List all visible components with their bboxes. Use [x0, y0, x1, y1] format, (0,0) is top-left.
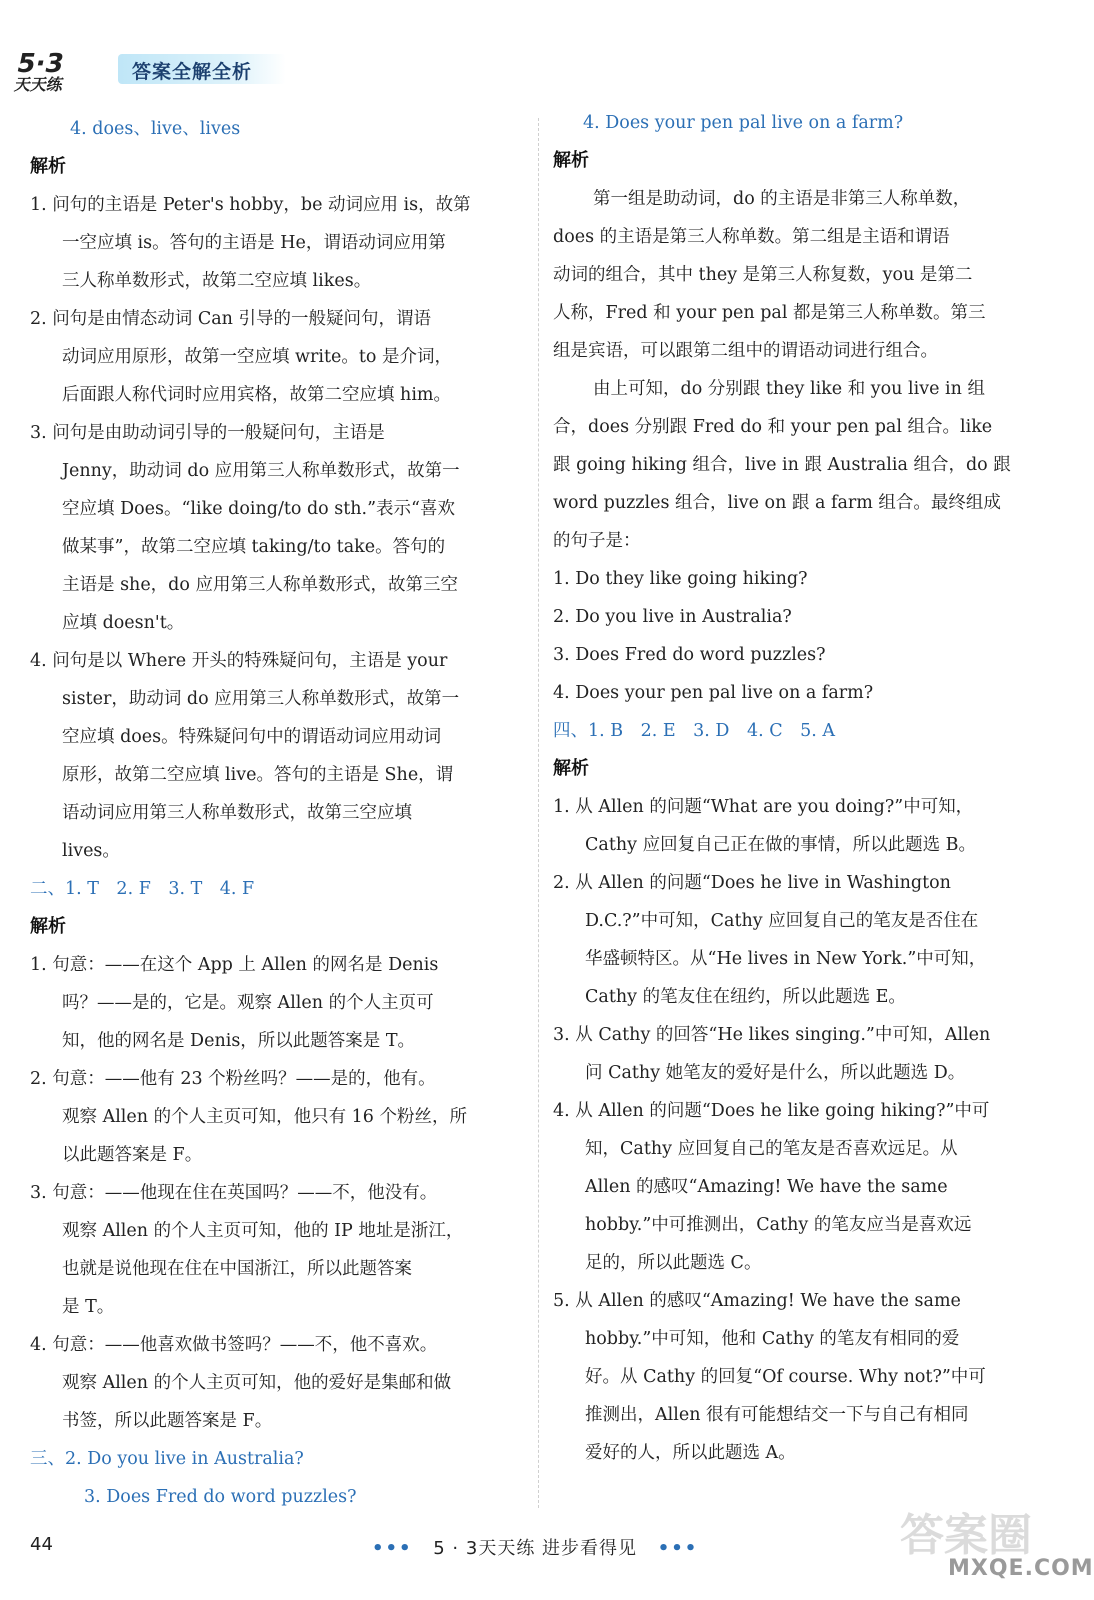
text-line: 是 T。 [62, 1297, 115, 1317]
text-line: Allen 的感叹“Amazing! We have the same [585, 1177, 948, 1197]
text-line: 3. 从 Cathy 的回答“He likes singing.”中可知，Allen [553, 1025, 991, 1045]
text-line: 2. 问句是由情态动词 Can 引导的一般疑问句，谓语 [30, 309, 431, 329]
analysis-item-1 [30, 186, 520, 300]
text-line: 动词应用原形，故第一空应填 write。to 是介词， [62, 347, 453, 367]
text-line: lives。 [62, 841, 120, 861]
text-line: 4. 句意：——他喜欢做书签吗？——不，他不喜欢。 [30, 1335, 438, 1355]
answer-line: 4. does、live、lives [70, 119, 241, 139]
paragraph-2 [553, 370, 1043, 560]
text-line: 跟 going hiking 组合，live in 跟 Australia 组合，do 跟 [553, 455, 1011, 475]
text-line: 人称，Fred 和 your pen pal 都是第三人称单数。第三 [553, 303, 986, 323]
text-line: 组是宾语，可以跟第二组中的谓语动词进行组合。 [553, 341, 938, 361]
text-line: 爱好的人，所以此题选 A。 [585, 1443, 796, 1463]
sentence-list [553, 560, 1043, 712]
text-line: 3. 问句是由助动词引导的一般疑问句，主语是 [30, 423, 385, 443]
text-line: D.C.?”中可知，Cathy 应回复自己的笔友是否住在 [585, 911, 979, 931]
analysis-item-q2 [30, 1060, 520, 1174]
text-line: 以此题答案是 F。 [62, 1145, 203, 1165]
section-3-answer: 三、2. Do you live in Australia? [30, 1449, 304, 1469]
text-line: 空应填 Does。“like doing/to do sth.”表示“喜欢 [62, 499, 456, 519]
analysis-item-4 [30, 642, 520, 870]
section-3-answer: 3. Does Fred do word puzzles? [84, 1487, 357, 1507]
answer-line: 4. Does your pen pal live on a farm? [583, 113, 904, 133]
text-line: 空应填 does。特殊疑问句中的谓语动词应用动词 [62, 727, 442, 747]
text-line: 观察 Allen 的个人主页可知，他的 IP 地址是浙江， [62, 1221, 464, 1241]
text-line: 问 Cathy 她笔友的爱好是什么，所以此题选 D。 [585, 1063, 966, 1083]
page-header [12, 42, 298, 94]
analysis-item-a1 [553, 788, 1043, 864]
watermark-url: MXQE.COM [948, 1556, 1094, 1581]
text-line: 华盛顿特区。从“He lives in New York.”中可知， [585, 949, 987, 969]
column-divider [538, 118, 539, 1508]
text-line: 知，Cathy 应回复自己的笔友是否喜欢远足。从 [585, 1139, 958, 1159]
analysis-item-a3 [553, 1016, 1043, 1092]
text-line: sister，助动词 do 应用第三人称单数形式，故第一 [62, 689, 460, 709]
left-column [30, 110, 520, 1516]
text-line: hobby.”中可推测出，Cathy 的笔友应当是喜欢远 [585, 1215, 972, 1235]
text-line: 由上可知，do 分别跟 they like 和 you live in 组 [593, 379, 985, 399]
list-item: 4. Does your pen pal live on a farm? [553, 683, 874, 703]
analysis-heading: 解析 [30, 916, 66, 937]
text-line: 做某事”，故第二空应填 taking/to take。答句的 [62, 537, 446, 557]
analysis-item-q3 [30, 1174, 520, 1326]
svg-text:5·3: 5·3 [14, 49, 67, 79]
text-line: 合，does 分别跟 Fred do 和 your pen pal 组合。like [553, 417, 993, 437]
text-line: 好。从 Cathy 的回复“Of course. Why not?”中可 [585, 1367, 986, 1387]
text-line: 第一组是助动词，do 的主语是非第三人称单数， [593, 189, 971, 209]
brand-logo [12, 42, 106, 94]
text-line: 也就是说他现在住在中国浙江，所以此题答案 [62, 1259, 412, 1279]
analysis-item-q4 [30, 1326, 520, 1440]
text-line: 1. 问句的主语是 Peter's hobby，be 动词应用 is，故第 [30, 195, 471, 215]
analysis-heading: 解析 [553, 758, 589, 779]
list-item: 1. Do they like going hiking? [553, 569, 808, 589]
text-line: 推测出，Allen 很有可能想结交一下与自己有相同 [585, 1405, 969, 1425]
text-line: 足的，所以此题选 C。 [585, 1253, 762, 1273]
text-line: 吗？——是的，它是。观察 Allen 的个人主页可 [62, 993, 434, 1013]
analysis-item-3 [30, 414, 520, 642]
text-line: 主语是 she，do 应用第三人称单数形式，故第三空 [62, 575, 458, 595]
text-line: 3. 句意：——他现在住在英国吗？——不，他没有。 [30, 1183, 438, 1203]
analysis-heading: 解析 [30, 156, 66, 177]
text-line: Cathy 应回复自己正在做的事情，所以此题选 B。 [585, 835, 976, 855]
analysis-item-2 [30, 300, 520, 414]
text-line: 2. 从 Allen 的问题“Does he live in Washington [553, 873, 951, 893]
footer-slogan [372, 1534, 698, 1560]
text-line: 一空应填 is。答句的主语是 He，谓语动词应用第 [62, 233, 446, 253]
text-line: 5. 从 Allen 的感叹“Amazing! We have the same [553, 1291, 961, 1311]
text-line: 原形，故第二空应填 live。答句的主语是 She，谓 [62, 765, 454, 785]
analysis-item-a5 [553, 1282, 1043, 1472]
slogan-text: 5 · 3天天练 进步看得见 [433, 1538, 638, 1559]
text-line: 观察 Allen 的个人主页可知，他只有 16 个粉丝，所 [62, 1107, 467, 1127]
section-4-answers: 四、1. B 2. E 3. D 4. C 5. A [553, 721, 835, 741]
banner-title: 答案全解全析 [132, 61, 253, 83]
dots-left: ••• [372, 1538, 413, 1559]
svg-text:天天练: 天天练 [12, 75, 65, 94]
section-banner [118, 54, 286, 84]
text-line: 观察 Allen 的个人主页可知，他的爱好是集邮和做 [62, 1373, 452, 1393]
list-item: 3. Does Fred do word puzzles? [553, 645, 826, 665]
list-item: 2. Do you live in Australia? [553, 607, 792, 627]
text-line: 语动词应用第三人称单数形式，故第三空应填 [62, 803, 412, 823]
text-line: 2. 句意：——他有 23 个粉丝吗？——是的，他有。 [30, 1069, 436, 1089]
right-column [553, 104, 1043, 1472]
text-line: does 的主语是第三人称单数。第二组是主语和谓语 [553, 227, 950, 247]
text-line: word puzzles 组合，live on 跟 a farm 组合。最终组成 [553, 493, 1001, 513]
text-line: 书签，所以此题答案是 F。 [62, 1411, 273, 1431]
text-line: 1. 句意：——在这个 App 上 Allen 的网名是 Denis [30, 955, 439, 975]
paragraph-1 [553, 180, 1043, 370]
text-line: Jenny，助动词 do 应用第三人称单数形式，故第一 [62, 461, 460, 481]
text-line: 应填 doesn't。 [62, 613, 185, 633]
text-line: 动词的组合，其中 they 是第三人称复数，you 是第二 [553, 265, 973, 285]
analysis-item-a2 [553, 864, 1043, 1016]
text-line: Cathy 的笔友住在纽约，所以此题选 E。 [585, 987, 906, 1007]
analysis-heading: 解析 [553, 150, 589, 171]
text-line: 4. 从 Allen 的问题“Does he like going hiking?”中可 [553, 1101, 990, 1121]
text-line: 知，他的网名是 Denis，所以此题答案是 T。 [62, 1031, 416, 1051]
section-2-answers: 二、1. T 2. F 3. T 4. F [30, 879, 255, 899]
text-line: 1. 从 Allen 的问题“What are you doing?”中可知， [553, 797, 974, 817]
text-line: 三人称单数形式，故第二空应填 likes。 [62, 271, 372, 291]
analysis-item-a4 [553, 1092, 1043, 1282]
page-number: 44 [30, 1534, 53, 1555]
text-line: 后面跟人称代词时应用宾格，故第二空应填 him。 [62, 385, 452, 405]
dots-right: ••• [657, 1538, 699, 1559]
watermark-top: 答案圈 [900, 1510, 1032, 1561]
text-line: hobby.”中可知，他和 Cathy 的笔友有相同的爱 [585, 1329, 960, 1349]
analysis-item-q1 [30, 946, 520, 1060]
text-line: 4. 问句是以 Where 开头的特殊疑问句，主语是 your [30, 651, 448, 671]
text-line: 的句子是： [553, 531, 641, 551]
